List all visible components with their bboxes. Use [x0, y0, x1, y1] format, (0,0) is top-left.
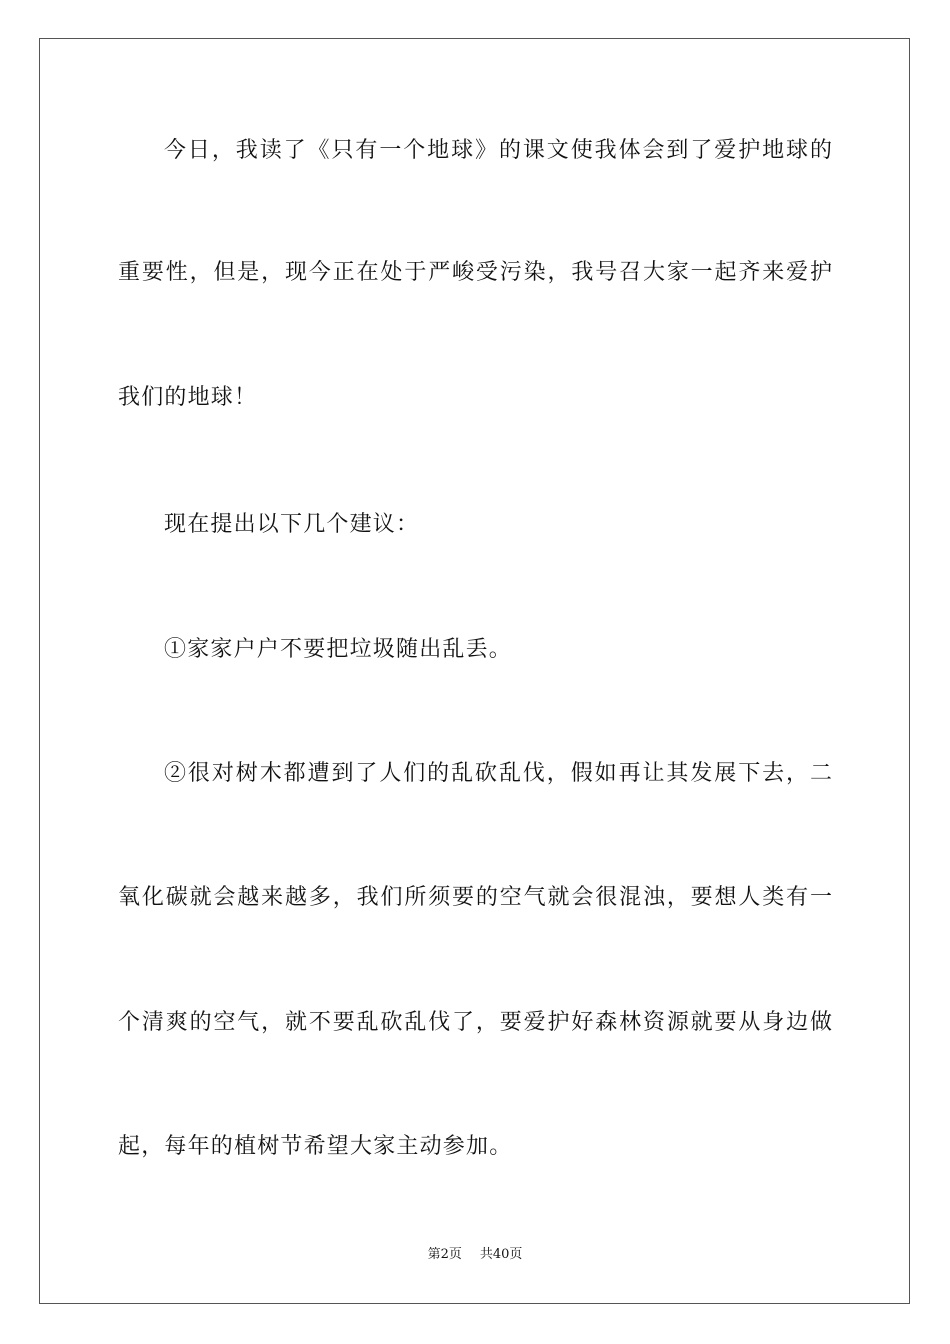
page-frame: [39, 38, 910, 1304]
suggestion-1: ①家家户户不要把垃圾随出乱丢。: [164, 637, 513, 662]
total-pages: 共40页: [479, 1247, 523, 1262]
suggestion-2-line-1: ②很对树木都遭到了人们的乱砍乱伐，假如再让其发展下去，二: [164, 761, 832, 786]
suggestion-2-line-3: 个清爽的空气，就不要乱砍乱伐了，要爱护好森林资源就要从身边做: [118, 1010, 832, 1035]
suggestion-2-line-4: 起，每年的植树节希望大家主动参加。: [118, 1134, 513, 1159]
paragraph-2: 现在提出以下几个建议：: [164, 512, 420, 537]
paragraph-1-line-3: 我们的地球！: [118, 385, 258, 410]
paragraph-1-line-2: 重要性，但是，现今正在处于严峻受污染，我号召大家一起齐来爱护: [118, 260, 832, 285]
page-footer: [0, 1246, 950, 1264]
paragraph-1-line-1: 今日，我读了《只有一个地球》的课文使我体会到了爱护地球的: [164, 138, 832, 163]
suggestion-2-line-2: 氧化碳就会越来越多，我们所须要的空气就会很混浊，要想人类有一: [118, 885, 832, 910]
page-number: 第2页: [427, 1247, 462, 1262]
